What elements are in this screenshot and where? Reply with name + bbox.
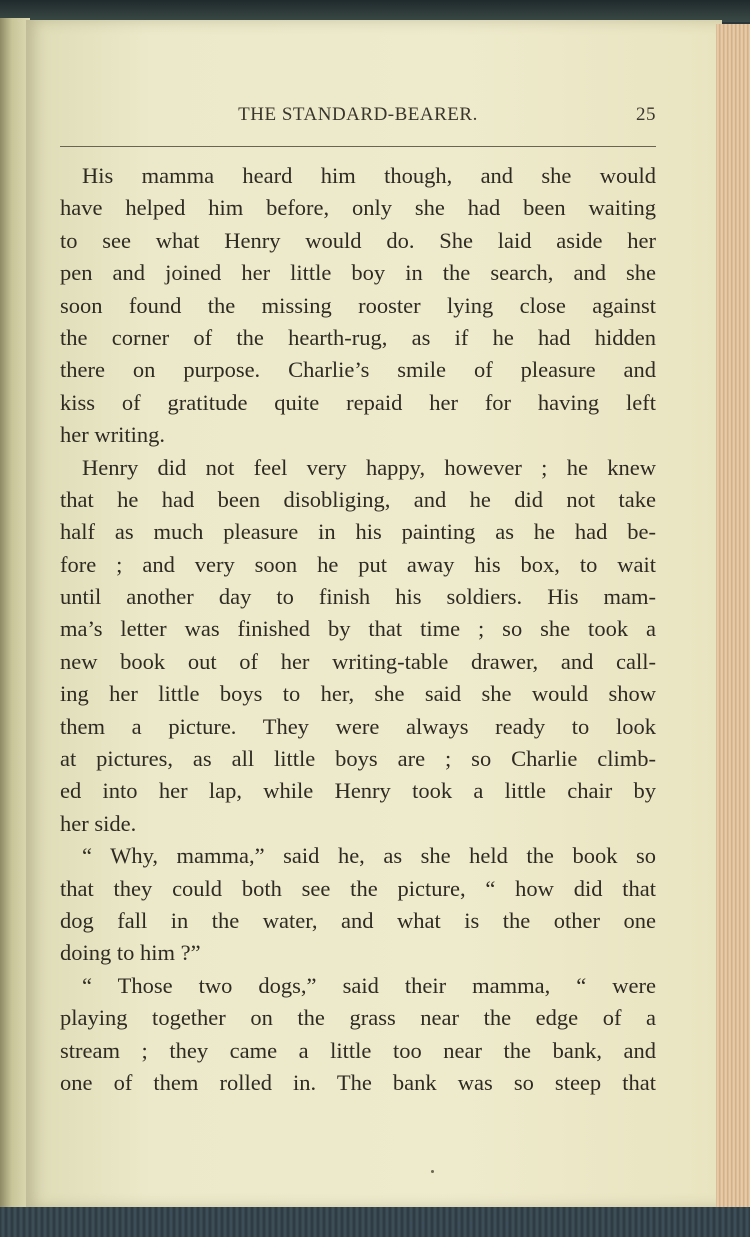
text-line: kiss of gratitude quite repaid her for having left (60, 389, 656, 415)
text-line: the corner of the hearth-rug, as if he had hidden (60, 324, 656, 350)
text-line: new book out of her writing-table drawer, and call- (60, 648, 656, 674)
text-line: have helped him before, only she had been waiting (60, 195, 656, 221)
text-line: there on purpose. Charlie’s smile of pleasure and (60, 357, 656, 383)
page-fore-edge (716, 24, 750, 1208)
page-number: 25 (636, 104, 656, 125)
running-title: THE STANDARD-BEARER. (238, 104, 478, 125)
book-bottom-edge (0, 1207, 750, 1237)
text-line: doing to him ?” (60, 940, 201, 966)
text-line: pen and joined her little boy in the search, and she (60, 260, 656, 286)
text-line: one of them rolled in. The bank was so steep that (60, 1069, 656, 1095)
text-line: dog fall in the water, and what is the other one (60, 907, 656, 933)
text-line: ma’s letter was finished by that time ; so she took a (60, 616, 656, 642)
text-line: Henry did not feel very happy, however ; he knew (82, 454, 656, 480)
text-line: half as much pleasure in his painting as he had be- (60, 519, 656, 545)
text-line: until another day to finish his soldiers. His mam- (60, 584, 656, 610)
text-line: her writing. (60, 422, 165, 448)
text-line: ing her little boys to her, she said she would show (60, 681, 656, 707)
text-line: playing together on the grass near the edge of a (60, 1005, 656, 1031)
text-line: that he had been disobliging, and he did not take (60, 486, 656, 512)
book-top-edge (0, 0, 750, 22)
text-line: ed into her lap, while Henry took a little chair by (60, 778, 656, 804)
text-line: soon found the missing rooster lying close against (60, 292, 656, 318)
text-line: stream ; they came a little too near the bank, and (60, 1037, 656, 1063)
text-line: “ Why, mamma,” said he, as she held the book so (82, 843, 656, 869)
text-line: at pictures, as all little boys are ; so Charlie climb- (60, 746, 656, 772)
paper-speck (431, 1170, 434, 1173)
text-line: to see what Henry would do. She laid aside her (60, 227, 656, 253)
header-rule (60, 146, 656, 147)
body-text (60, 160, 656, 1099)
text-line: them a picture. They were always ready to look (60, 713, 656, 739)
text-line: “ Those two dogs,” said their mamma, “ were (82, 972, 656, 998)
text-line: that they could both see the picture, “ how did that (60, 875, 656, 901)
text-line: her side. (60, 810, 137, 836)
text-line: fore ; and very soon he put away his box, to wait (60, 551, 656, 577)
text-line: His mamma heard him though, and she would (82, 163, 656, 188)
running-header (60, 100, 656, 134)
